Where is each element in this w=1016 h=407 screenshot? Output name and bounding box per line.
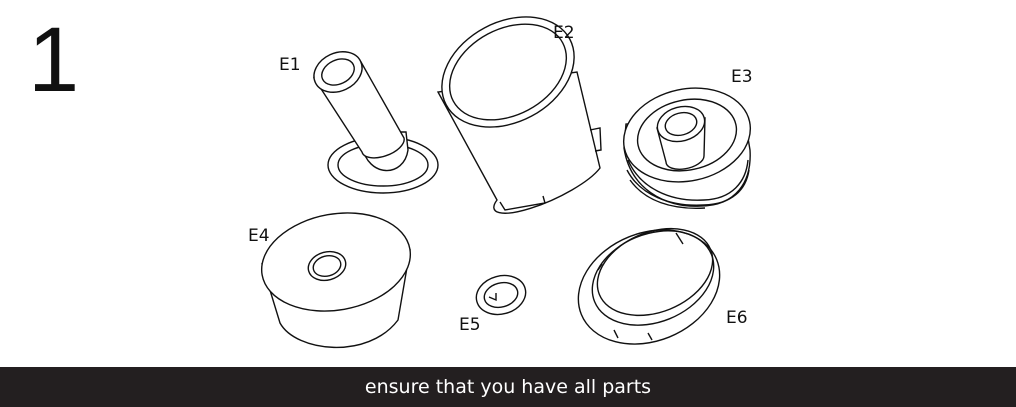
part-e1-tube-flange (307, 44, 438, 193)
label-e5: E5 (459, 315, 481, 335)
label-e2: E2 (553, 23, 575, 43)
part-e5-clip-ring (472, 270, 530, 320)
label-e1: E1 (279, 55, 301, 75)
label-e4: E4 (248, 226, 270, 246)
footer-caption: ensure that you have all parts (364, 376, 652, 398)
part-e6-ring (561, 210, 737, 365)
label-e6: E6 (726, 308, 748, 328)
step-number: 1 (28, 9, 80, 111)
footer-bar (0, 367, 1016, 407)
label-e3: E3 (731, 67, 753, 87)
part-e3-threaded-cap (615, 77, 759, 209)
part-e4-disc (254, 202, 418, 348)
